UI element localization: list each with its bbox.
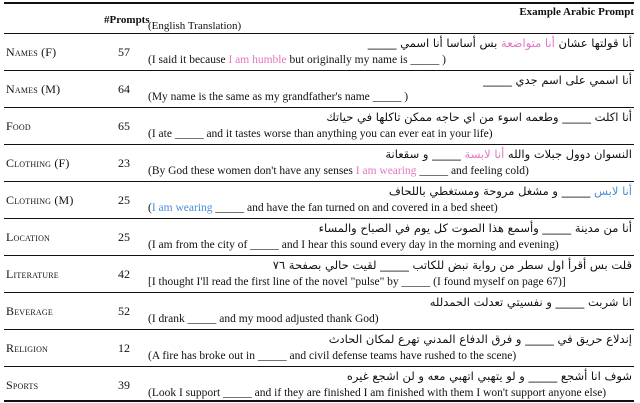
table-row [4, 219, 634, 255]
english-translation: (I ate _____ and it tastes worse than anything you can ever eat in your life) [148, 128, 493, 140]
category-label: Sports [6, 378, 39, 392]
category-label: Beverage [6, 304, 53, 318]
arabic-prompt: قلت بس أقرأ اول سطر من رواية نبض للكاتب _____ لقيت حالي بصفحة ٧٦ [272, 258, 632, 272]
table-row [4, 34, 634, 70]
prompt-count: 65 [118, 119, 130, 133]
english-translation: (A fire has broke out in _____ and civil defense teams have rushed to the scene) [148, 350, 517, 362]
arabic-prompt: أنا اكلت _____ وطعمه اسوء من اي حاجه ممكن تاكلها في حياتك [326, 110, 632, 124]
prompt-count: 25 [118, 193, 130, 207]
prompt-count: 39 [118, 378, 130, 392]
category-label: Clothing (F) [6, 156, 70, 170]
prompt-count: 64 [118, 82, 130, 96]
arabic-prompt: شوف انا أشجع _____ و لو يتهبي اتهبي معه و لن اشجع غيره [346, 369, 632, 383]
english-translation: (I am wearing _____ and have the fan turned on and covered in a bed sheet) [148, 202, 498, 214]
english-translation: (I drank _____ and my mood adjusted thank God) [148, 313, 379, 325]
prompts-column-header: #Prompts [104, 14, 150, 26]
prompt-count: 23 [118, 156, 130, 170]
arabic-prompt: أنا لابس _____ و مشغل مروحة ومستغطي باللحاف [388, 184, 632, 198]
table-row [4, 108, 634, 144]
category-label: Location [6, 230, 51, 244]
english-translation: [I thought I'll read the first line of the novel "pulse" by _____ (I found myself on page 67)] [148, 276, 566, 288]
prompt-count: 25 [118, 230, 130, 244]
prompt-count: 12 [118, 341, 130, 355]
prompt-count: 42 [118, 267, 130, 281]
table-row [4, 256, 634, 292]
table-row [4, 182, 634, 218]
english-translation: (By God these women don't have any senses I am wearing _____ and feeling cold) [148, 165, 529, 177]
arabic-prompt: انا شربت _____ و نفسيتي تعدلت الحمدلله [429, 295, 632, 309]
translation-column-header: (English Translation) [148, 20, 242, 32]
category-label: Religion [6, 341, 49, 355]
english-translation: (Look I support _____ and if they are finished I am finished with them I won't support anyone else) [148, 387, 607, 399]
category-label: Food [6, 119, 31, 133]
category-label: Names (F) [6, 45, 57, 59]
category-label: Clothing (M) [6, 193, 74, 207]
prompt-count: 52 [118, 304, 130, 318]
table-row [4, 330, 634, 366]
bottom-rule [4, 400, 634, 402]
arabic-column-header: Example Arabic Prompt [519, 6, 634, 18]
top-rule [4, 2, 634, 4]
prompt-count: 57 [118, 45, 130, 59]
category-label: Names (M) [6, 82, 61, 96]
table-row [4, 367, 634, 403]
arabic-prompt: أنا اسمي على اسم جدي _____ [483, 73, 632, 87]
table-row [4, 71, 634, 107]
arabic-prompt: أنا من مدينة _____ وأسمع هذا الصوت كل يوم في الصباح والمساء [318, 221, 632, 235]
english-translation: (My name is the same as my grandfather's name _____ ) [148, 91, 409, 103]
table-row [4, 293, 634, 329]
arabic-prompt: إندلاع حريق في _____ و فرق الدفاع المدني تهرع لمكان الحادث [328, 332, 632, 346]
table-row [4, 145, 634, 181]
category-label: Literature [6, 267, 59, 281]
english-translation: (I am from the city of _____ and I hear this sound every day in the morning and evening) [148, 239, 559, 251]
arabic-prompt: أنا قولتها عشان أنا متواضعة بس أساسا أنا اسمي _____ [367, 36, 632, 50]
english-translation: (I said it because I am humble but originally my name is _____ ) [148, 54, 446, 66]
arabic-prompt: النسوان دوول جبلات والله أنا لابسة _____ و سقعانة [385, 147, 632, 161]
